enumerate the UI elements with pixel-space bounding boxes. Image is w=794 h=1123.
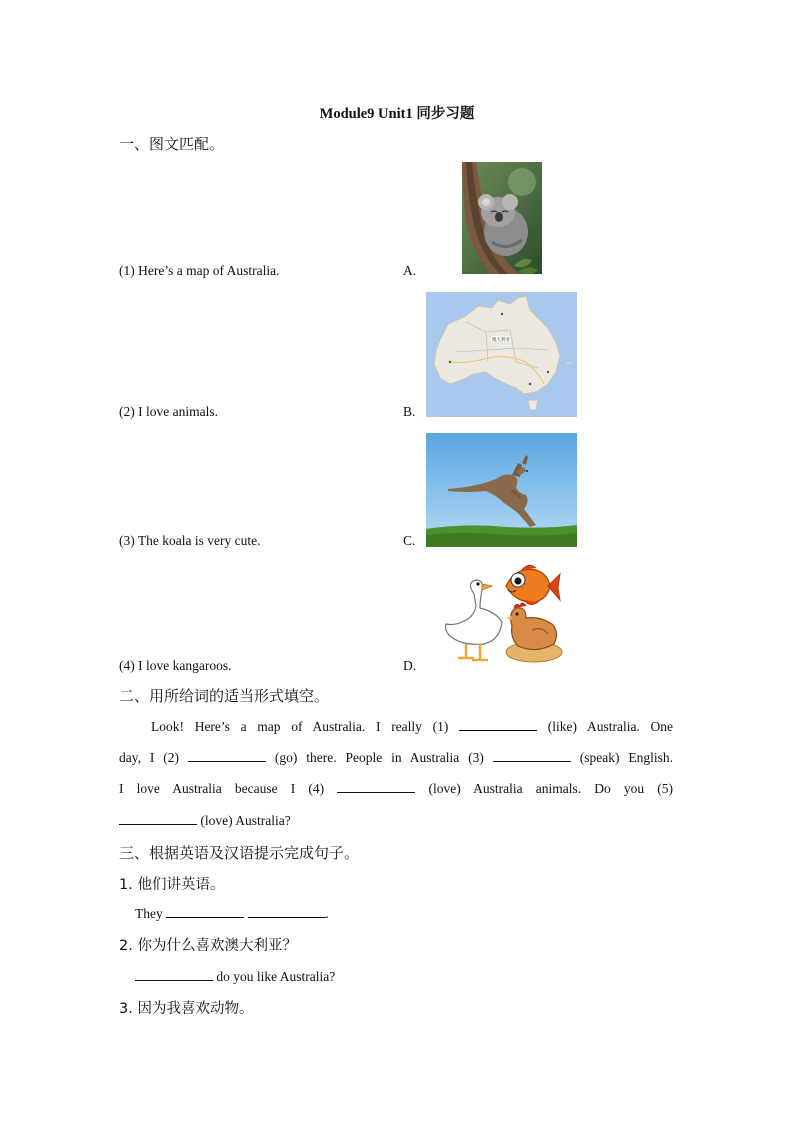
option-a-label: A. bbox=[403, 263, 417, 278]
koala-photo bbox=[462, 162, 542, 274]
match-item-1: (1) Here’s a map of Australia. bbox=[119, 263, 280, 278]
section3-heading: 三、根据英语及汉语提示完成句子。 bbox=[119, 844, 360, 862]
option-b-label: B. bbox=[403, 404, 416, 419]
goose-icon bbox=[446, 580, 503, 660]
option-d-label: D. bbox=[403, 658, 417, 673]
animals-cartoon bbox=[436, 560, 566, 668]
fill-paragraph-line-3: I love Australia because I (4) (love) Australia animals. Do you (5) bbox=[119, 781, 673, 796]
question-1-prompt: 1. 他们讲英语。 bbox=[119, 877, 225, 893]
fill-paragraph-line-2: day, I (2) (go) there. People in Australia (3) (speak) English. bbox=[119, 750, 674, 765]
blank-2[interactable] bbox=[188, 749, 266, 762]
blank-1[interactable] bbox=[459, 718, 537, 731]
question-1-answer: They . bbox=[135, 906, 329, 921]
kangaroo-photo bbox=[426, 433, 577, 547]
q1-blank-1[interactable] bbox=[166, 905, 244, 918]
hen-icon bbox=[506, 603, 562, 662]
section1-heading: 一、图文匹配。 bbox=[119, 135, 225, 153]
page-title: Module9 Unit1 同步习题 bbox=[319, 106, 475, 122]
q1-blank-2[interactable] bbox=[248, 905, 326, 918]
option-c-label: C. bbox=[403, 533, 416, 548]
blank-3[interactable] bbox=[493, 749, 571, 762]
blank-5[interactable] bbox=[119, 812, 197, 825]
q2-blank[interactable] bbox=[135, 968, 213, 981]
blank-4[interactable] bbox=[337, 780, 415, 793]
section2-heading: 二、用所给词的适当形式填空。 bbox=[119, 687, 330, 705]
match-item-2: (2) I love animals. bbox=[119, 404, 218, 419]
question-3-prompt: 3. 因为我喜欢动物。 bbox=[119, 1001, 254, 1017]
map-country-label: 澳大利亚 bbox=[492, 338, 510, 343]
fill-paragraph-line-4: (love) Australia? bbox=[119, 812, 673, 829]
question-2-answer: do you like Australia? bbox=[135, 968, 335, 985]
fill-paragraph-line-1: Look! Here’s a map of Australia. I really (1) (like) Australia. One bbox=[151, 719, 673, 734]
match-item-4: (4) I love kangaroos. bbox=[119, 658, 232, 673]
question-2-prompt: 2. 你为什么喜欢澳大利亚？ bbox=[119, 938, 297, 954]
fish-icon bbox=[506, 565, 560, 604]
match-item-3: (3) The koala is very cute. bbox=[119, 533, 261, 548]
australia-map bbox=[426, 292, 577, 417]
